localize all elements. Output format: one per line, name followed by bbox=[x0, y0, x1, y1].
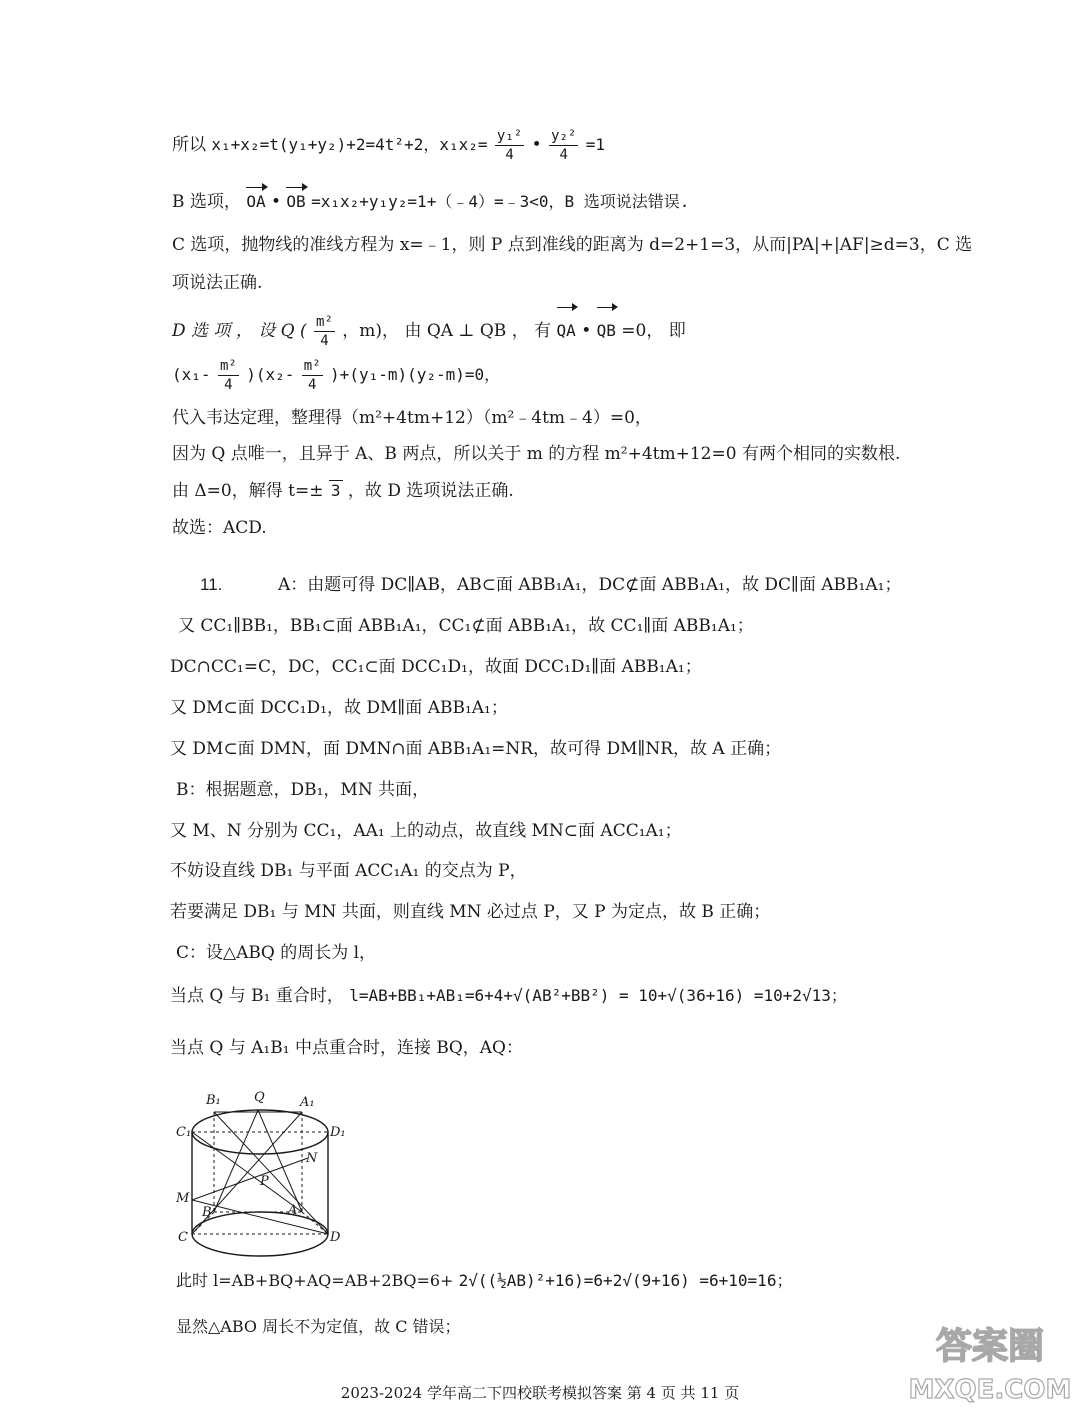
text-line bbox=[172, 305, 686, 351]
formula: =x₁x₂+y₁y₂=1+（﹣4）=﹣3<0，B 选项说法错误. bbox=[311, 192, 690, 211]
text-line bbox=[176, 1270, 792, 1292]
fraction bbox=[302, 357, 323, 394]
label-a1: A₁ bbox=[300, 1095, 315, 1110]
text-line: 因为 Q 点唯一，且异于 A、B 两点，所以关于 m 的方程 m²+4tm+12=0 有两个相同的实数根. bbox=[172, 444, 901, 464]
fraction bbox=[549, 127, 578, 164]
text-segment: ，故 D 选项说法正确. bbox=[347, 481, 514, 501]
text-line: 当点 Q 与 A₁B₁ 中点重合时，连接 BQ，AQ： bbox=[170, 1038, 523, 1058]
numerator: m² bbox=[219, 358, 237, 374]
segment-c1a bbox=[192, 1132, 302, 1212]
text-segment: 此时 l=AB+BQ+AQ=AB+2BQ=6+ bbox=[176, 1271, 454, 1290]
segment-qb bbox=[214, 1110, 258, 1212]
text-segment: B 选项， bbox=[172, 192, 241, 212]
fraction bbox=[314, 313, 335, 350]
label-c1: C₁ bbox=[176, 1125, 192, 1140]
dot-operator: • bbox=[581, 321, 592, 341]
text-line: 又 CC₁∥BB₁，BB₁⊂面 ABB₁A₁，CC₁⊄面 ABB₁A₁，故 CC₁∥面 ABB₁A₁； bbox=[178, 616, 754, 636]
watermark-logo bbox=[905, 1318, 1075, 1406]
label-b1: B₁ bbox=[206, 1093, 221, 1108]
label-n: N bbox=[306, 1151, 318, 1166]
text-line: A：由题可得 DC∥AB，AB⊂面 ABB₁A₁，DC⊄面 ABB₁A₁，故 DC∥面 ABB₁A₁； bbox=[278, 575, 902, 595]
numerator: m² bbox=[303, 358, 321, 374]
text-line: 又 M、N 分别为 CC₁，AA₁ 上的动点，故直线 MN⊂面 ACC₁A₁； bbox=[170, 821, 682, 841]
text-segment: 由 Δ=0，解得 t=± bbox=[172, 481, 324, 501]
text-line: 不妨设直线 DB₁ 与平面 ACC₁A₁ 的交点为 P， bbox=[170, 861, 527, 881]
text-line: 若要满足 DB₁ 与 MN 共面，则直线 MN 必过点 P，又 P 为定点，故 B 正确； bbox=[170, 902, 771, 922]
numerator: m² bbox=[316, 314, 333, 330]
formula: 2√((½AB)²+16)=6+2√(9+16) =6+10=16； bbox=[458, 1271, 793, 1290]
denominator: 4 bbox=[224, 377, 233, 393]
text-line: 项说法正确. bbox=[172, 273, 263, 293]
square-root: 3 bbox=[330, 481, 341, 500]
formula: )+(y₁-m)(y₂-m)=0， bbox=[330, 365, 501, 384]
label-m: M bbox=[176, 1191, 190, 1206]
vector: QB bbox=[597, 305, 616, 351]
dot-operator: • bbox=[531, 135, 542, 155]
watermark-bottom-text: MXQE.COM bbox=[908, 1375, 1072, 1405]
formula: =1 bbox=[585, 135, 606, 154]
text-line bbox=[172, 480, 514, 502]
text-line: B：根据题意，DB₁，MN 共面， bbox=[176, 780, 430, 800]
watermark-top-text: 答案圈 bbox=[935, 1326, 1045, 1367]
text-line: DC∩CC₁=C，DC，CC₁⊂面 DCC₁D₁，故面 DCC₁D₁∥面 ABB₁A₁； bbox=[170, 657, 702, 677]
text-line: C：设△ABQ 的周长为 l， bbox=[176, 943, 377, 963]
label-b: B bbox=[202, 1205, 212, 1220]
formula: (x₁- bbox=[172, 365, 211, 384]
label-p: P bbox=[260, 1174, 269, 1189]
fraction bbox=[218, 357, 239, 394]
page-footer: 2023-2024 学年高二下四校联考模拟答案 第 4 页 共 11 页 bbox=[340, 1384, 740, 1402]
numerator: y₁² bbox=[496, 128, 523, 144]
text-line: 又 DM⊂面 DMN，面 DMN∩面 ABB₁A₁=NR，故可得 DM∥NR，故 A 正确； bbox=[170, 739, 782, 759]
formula: )(x₂- bbox=[246, 365, 295, 384]
text-line bbox=[172, 125, 605, 165]
label-q: Q bbox=[254, 1090, 265, 1105]
vector: OA bbox=[246, 185, 265, 213]
text-segment: ，m)， 由 QA ⊥ QB ， 有 bbox=[342, 321, 552, 341]
vector: QA bbox=[557, 305, 576, 351]
text-line: 故选：ACD. bbox=[172, 518, 267, 538]
label-d1: D₁ bbox=[330, 1125, 346, 1140]
label-d: D bbox=[330, 1230, 341, 1245]
numerator: y₂² bbox=[551, 128, 577, 144]
text-segment: 所以 bbox=[172, 135, 206, 155]
denominator: 4 bbox=[307, 377, 317, 393]
formula: x₁+x₂=t(y₁+y₂)+2=4t²+2，x₁x₂= bbox=[211, 135, 488, 154]
text-segment: =0， 即 bbox=[621, 321, 686, 341]
text-line: C 选项，抛物线的准线方程为 x=﹣1，则 P 点到准线的距离为 d=2+1=3，从而|PA|+|AF|≥d=3，C 选 bbox=[172, 235, 973, 255]
dot-operator: • bbox=[270, 192, 282, 212]
text-line: 又 DM⊂面 DCC₁D₁，故 DM∥面 ABB₁A₁； bbox=[170, 698, 508, 718]
denominator: 4 bbox=[320, 333, 329, 349]
denominator: 4 bbox=[505, 147, 514, 163]
formula: l=AB+BB₁+AB₁=6+4+√(AB²+BB²) = 10+√(36+16) =10+2√13； bbox=[349, 986, 847, 1005]
denominator: 4 bbox=[559, 147, 568, 163]
label-a: A bbox=[288, 1203, 298, 1218]
cylinder-diagram bbox=[168, 1088, 368, 1258]
text-line bbox=[170, 985, 847, 1007]
text-line: 显然△ABO 周长不为定值，故 C 错误； bbox=[176, 1317, 461, 1336]
text-line: 代入韦达定理，整理得（m²+4tm+12）（m²﹣4tm﹣4）=0， bbox=[172, 408, 652, 428]
segment-qa bbox=[258, 1110, 302, 1212]
text-segment: 当点 Q 与 B₁ 重合时， bbox=[170, 986, 344, 1006]
text-line bbox=[172, 355, 500, 395]
question-number: 11. bbox=[200, 575, 223, 594]
vector: OB bbox=[286, 185, 305, 213]
fraction bbox=[495, 127, 524, 164]
text-segment: D 选 项 ， 设 Q ( bbox=[172, 321, 307, 341]
text-line bbox=[172, 185, 689, 213]
label-c: C bbox=[178, 1230, 188, 1245]
